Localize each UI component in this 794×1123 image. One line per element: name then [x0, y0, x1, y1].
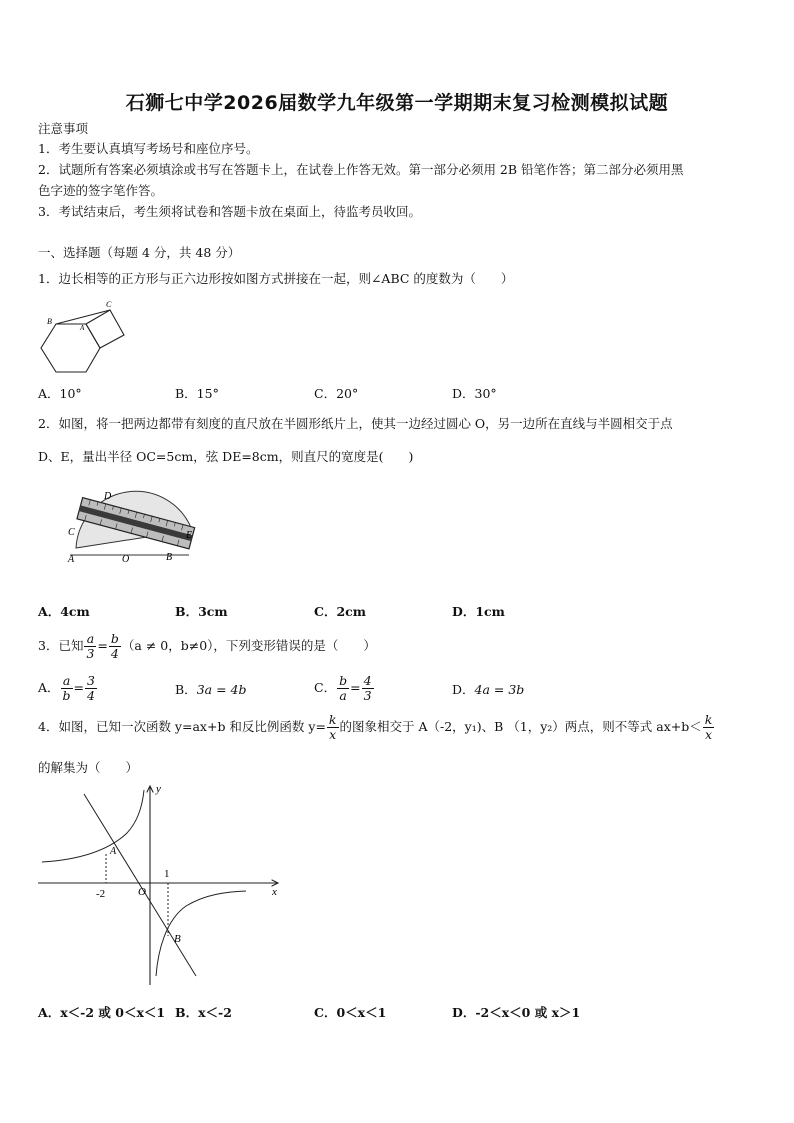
question-4-fraction-kx-2: $\frac{k}{x}$ — [704, 712, 713, 742]
question-4-option-d[interactable]: D．-2＜x＜0 或 x＞1 — [452, 1005, 581, 1020]
notice-item: 色字迹的签字笔作答。 — [38, 183, 164, 198]
question-4-mid: 的图象相交于 A（-2，y₁)、B （1，y₂）两点，则不等式 ax+b＜ — [339, 719, 702, 734]
question-3-pre: 3．已知 — [38, 638, 84, 653]
fig2-label-O: O — [122, 554, 130, 565]
fig2-label-A: A — [68, 554, 75, 565]
question-4-stem-line2: 的解集为（ ） — [38, 760, 139, 775]
question-3-stem — [38, 632, 376, 661]
equals-sign: = — [97, 638, 108, 653]
question-1-option-a[interactable]: A．10° — [38, 386, 82, 401]
question-3-option-d[interactable]: D．4a = 3b — [452, 682, 525, 697]
question-1-figure — [38, 300, 133, 380]
question-1-option-b[interactable]: B．15° — [175, 386, 219, 401]
fig4-label-origin: O — [138, 886, 146, 898]
page-title: 石狮七中学2026届数学九年级第一学期期末复习检测模拟试题 — [125, 92, 669, 114]
question-3-option-b[interactable]: B．3a = 4b — [175, 682, 247, 697]
fig4-label-x: x — [272, 886, 277, 898]
question-4-fraction-kx: $\frac{k}{x}$ — [328, 712, 337, 742]
question-4-option-b[interactable]: B．x＜-2 — [175, 1005, 232, 1020]
fig2-label-B: B — [166, 552, 173, 563]
fig4-label-neg2: -2 — [96, 888, 106, 900]
question-2-option-b[interactable]: B．3cm — [175, 604, 228, 619]
notice-item: 3．考试结束后，考生须将试卷和答题卡放在桌面上，待监考员收回。 — [38, 204, 421, 219]
question-2-option-d[interactable]: D．1cm — [452, 604, 505, 619]
fig2-label-D: D — [104, 491, 112, 502]
fig1-label-B: B — [47, 317, 52, 326]
fig2-label-C: C — [68, 527, 75, 538]
fig4-label-B: B — [174, 933, 181, 945]
question-1-option-c[interactable]: C．20° — [314, 386, 359, 401]
fig1-label-A: A — [80, 324, 85, 332]
question-2-stem-line2: D、E，量出半径 OC=5cm，弦 DE=8cm，则直尺的宽度是( ) — [38, 449, 414, 464]
question-3-option-c[interactable]: C． $\frac{b}{a}$ = $\frac{4}{3}$ — [314, 673, 372, 703]
question-3-fraction-a3: $\frac{a}{3}$ — [86, 631, 95, 661]
section-heading: 一、选择题（每题 4 分，共 48 分） — [38, 245, 241, 260]
question-3-fraction-b4: $\frac{b}{4}$ — [110, 631, 119, 661]
question-3-option-a[interactable]: A． $\frac{a}{b}$ = $\frac{3}{4}$ — [38, 673, 95, 703]
question-3-condition: （a ≠ 0，b≠0），下列变形错误的是（ ） — [121, 638, 376, 653]
question-4-option-c[interactable]: C．0＜x＜1 — [314, 1005, 387, 1020]
notice-item: 1．考生要认真填写考场号和座位序号。 — [38, 141, 259, 156]
question-1-stem: 1．边长相等的正方形与正六边形按如图方式拼接在一起，则∠ABC 的度数为（ ） — [38, 271, 514, 286]
fig1-label-C: C — [106, 300, 112, 309]
question-4-pre: 4．如图，已知一次函数 y=ax+b 和反比例函数 y= — [38, 719, 326, 734]
fig4-label-y: y — [156, 783, 161, 795]
question-2-figure — [64, 490, 204, 575]
question-4-option-a[interactable]: A．x＜-2 或 0＜x＜1 — [38, 1005, 166, 1020]
question-4-figure — [36, 780, 286, 990]
notice-item: 2．试题所有答案必须填涂或书写在答题卡上，在试卷上作答无效。第一部分必须用 2B 铅笔作答；第二部分必须用黑 — [38, 162, 684, 177]
fig2-label-E: E — [186, 530, 193, 541]
question-2-option-c[interactable]: C．2cm — [314, 604, 366, 619]
fig4-label-A: A — [110, 846, 117, 857]
question-4-stem — [38, 713, 715, 742]
question-2-stem-line1: 2．如图，将一把两边都带有刻度的直尺放在半圆形纸片上，使其一边经过圆心 O，另一边所在直线与半圆相交于点 — [38, 416, 673, 431]
question-1-option-d[interactable]: D．30° — [452, 386, 497, 401]
question-2-option-a[interactable]: A．4cm — [38, 604, 90, 619]
fig4-label-one: 1 — [164, 868, 170, 880]
notice-heading: 注意事项 — [38, 121, 89, 136]
